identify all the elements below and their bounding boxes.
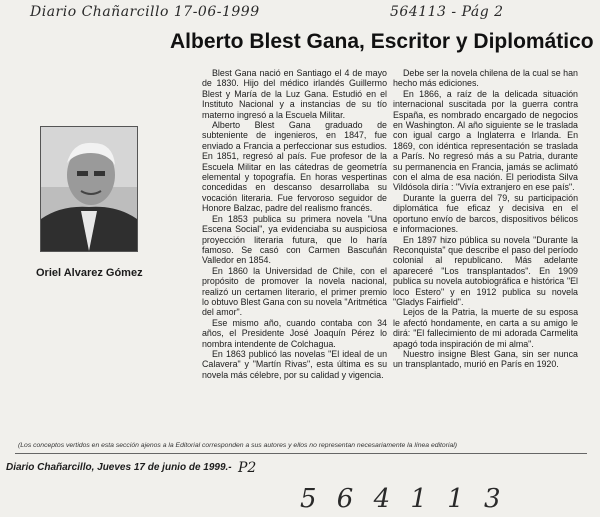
portrait-image — [41, 127, 137, 251]
paragraph: En 1860 la Universidad de Chile, con el propósito de promover la novela nacional, realizó un certamen literario, el primer premio lo obtuvo Blest Gana con su novela "Aritmética del amor". — [202, 265, 387, 318]
article-title: Alberto Blest Gana, Escritor y Diplomático — [170, 30, 594, 53]
paragraph: Durante la guerra del 79, su participación diplomática fue eficaz y decisiva en el oportuno envío de barcos, dispositivos bélicos e informaciones. — [393, 192, 578, 235]
paragraph: Debe ser la novela chilena de la cual se han hecho más ediciones. — [393, 68, 578, 89]
handwritten-archive-number: 5 6 4 1 1 3 — [300, 484, 507, 514]
paragraph: En 1866, a raíz de la delicada situación internacional suscitada por la guerra contra España, es nombrado encargado de negocios en Washington. Al año siguiente se le traslada con igual cargo a Inglaterra e Irlanda. En 1869, con idéntica representación se traslada a París. No regresó más a su Patria, durante su permanencia en Francia, jamás se aclimató con el alma de esa nación. El periodista Silva Vildósola diría : "Vivía extranjero en ese país". — [393, 88, 578, 193]
paragraph: En 1853 publica su primera novela "Una Escena Social", ya evidenciaba su auspiciosa proyección literaria futura, que lo haría famoso. Se casó con Carmen Bascuñán Valledor en 1854. — [202, 213, 387, 266]
paragraph: En 1897 hizo pública su novela "Durante la Reconquista" que describe el paso del período colonial al republicano. Más adelante apareceré "Los transplantados". En 1909 publica su novela autobiográfica e histórica "El loco Estero" y en 1912 publica su novela "Gladys Fairfield". — [393, 234, 578, 307]
author-photo — [40, 126, 138, 252]
handwritten-page-note: P2 — [238, 460, 257, 476]
editorial-disclaimer: (Los conceptos vertidos en esta sección ajenos a la Editorial corresponden a sus autores y ellos no representan necesariamente la línea editorial) — [18, 442, 458, 449]
paragraph: En 1863 publicó las novelas "El ideal de un Calavera" y "Martín Rivas", esta última es su novela más célebre, por su calidad y vigencia. — [202, 348, 387, 380]
paragraph: Alberto Blest Gana graduado de subteniente de ingenieros, en 1847, fue enviado a Francia a perfeccionar sus estudios. En 1851, regresó al país. Fue profesor de la Escuela Militar en las cátedras de geometría elemental y topografía. En horas vespertinas concedidas en descanso desarrollaba su vocación literaria. Fue fervoroso seguidor de Honore Balzac, padre del realismo francés. — [202, 120, 387, 214]
paragraph: Blest Gana nació en Santiago el 4 de mayo de 1830. Hijo del médico irlandés Guillermo Blest y María de la Luz Gana. Estudió en el Instituto Nacional y a instancias de su tío materno ingresó a la Escuela Militar. — [202, 68, 387, 120]
author-name: Oriel Alvarez Gómez — [36, 267, 143, 279]
article-column-1 — [202, 68, 387, 380]
publication-footer: Diario Chañarcillo, Jueves 17 de junio de 1999.- — [6, 462, 232, 473]
paragraph: Lejos de la Patria, la muerte de su esposa le afectó hondamente, en carta a su amigo le dirá: "El fallecimiento de mi adorada Carmelita apagó toda inspiración de mi alma". — [393, 307, 578, 349]
paragraph: Nuestro insigne Blest Gana, sin ser nunca un transplantado, murió en París en 1920. — [393, 348, 578, 370]
paragraph: Ese mismo año, cuando contaba con 34 años, el Presidente José Joaquín Pérez lo nombra intendente de Colchagua. — [202, 317, 387, 349]
handwritten-source-note: Diario Chañarcillo 17-06-1999 — [30, 4, 260, 20]
article-column-2 — [393, 68, 578, 370]
handwritten-code-note: 564113 - Pág 2 — [390, 4, 504, 20]
divider — [15, 453, 587, 454]
